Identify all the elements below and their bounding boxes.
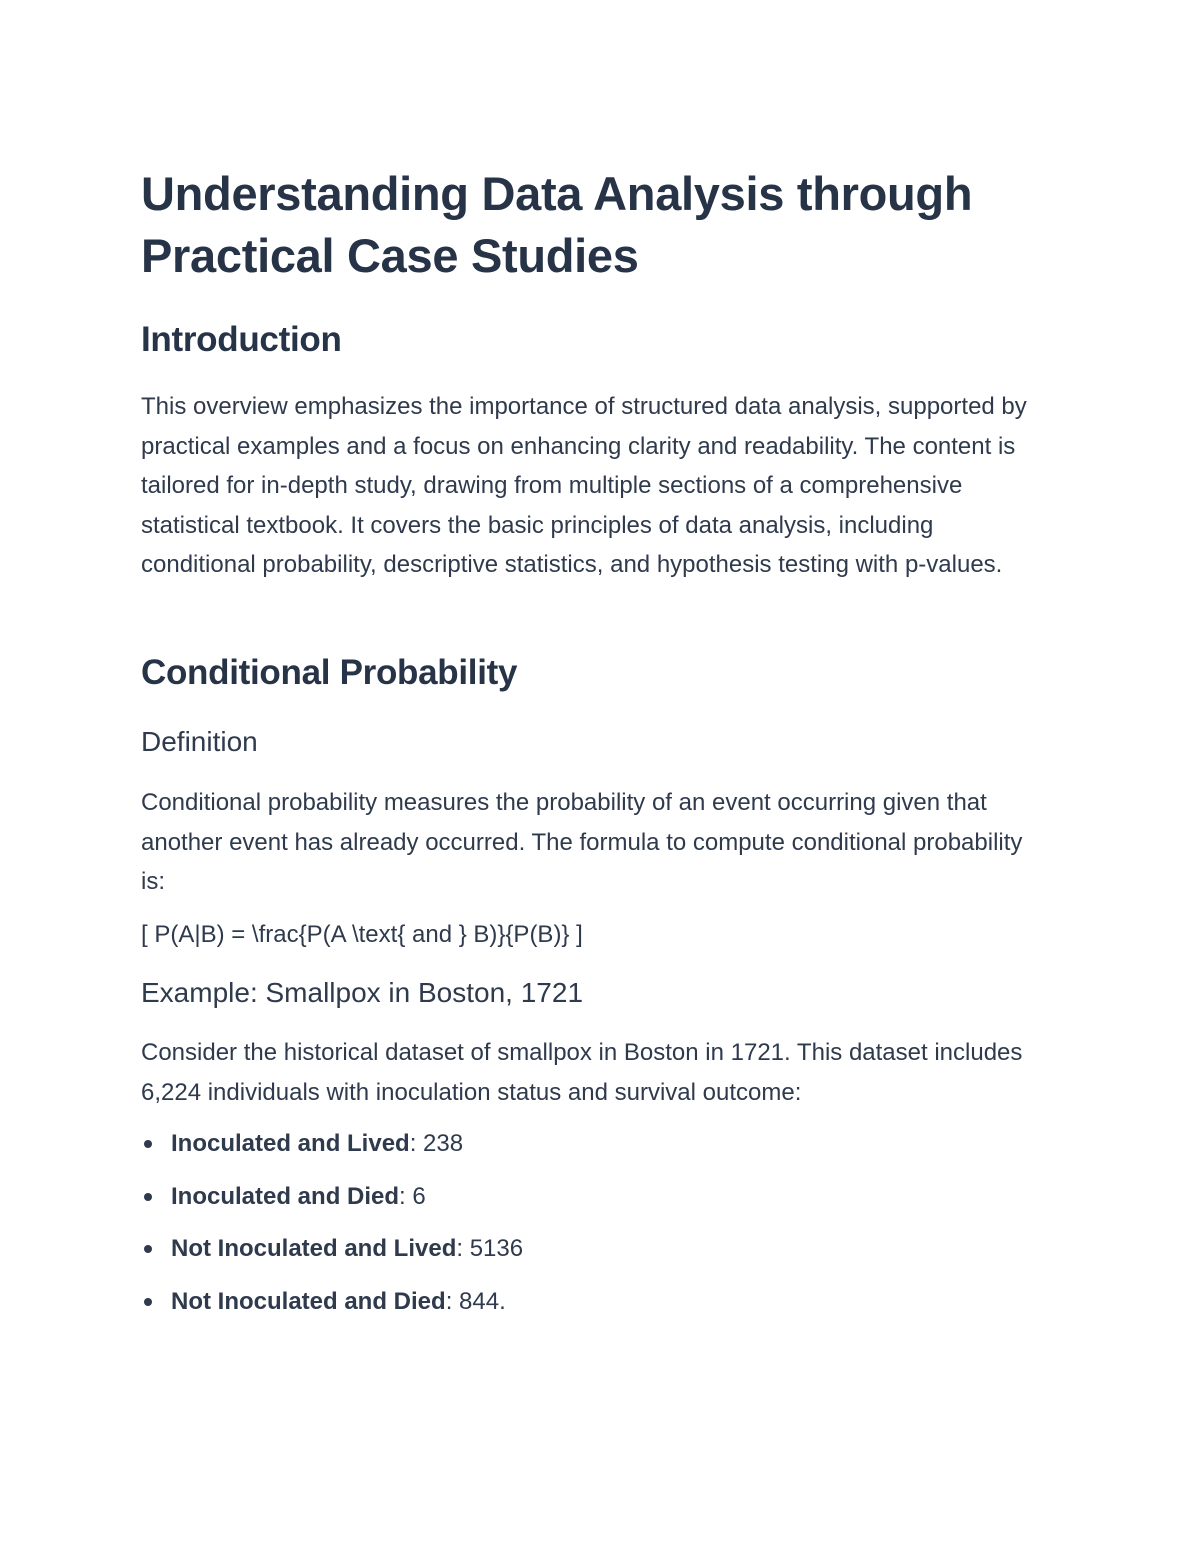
bullet-icon (144, 1140, 152, 1148)
example-heading: Example: Smallpox in Boston, 1721 (141, 977, 584, 1008)
bullet-icon (144, 1193, 152, 1201)
introduction-heading: Introduction (141, 320, 342, 359)
list-item-label: Not Inoculated and Died (171, 1288, 446, 1316)
document-title: Understanding Data Analysis through Practical Case Studies (141, 167, 973, 282)
definition-heading: Definition (141, 726, 258, 757)
introduction-paragraph: This overview emphasizes the importance of structured data analysis, supported by practical examples and a focus on enhancing clarity and readability. The content is tailored for in-depth study, drawing from multiple sections of a comprehensive statistical textbook. It covers the basic principles of data analysis, including conditional probability, descriptive statistics, and hypothesis testing with p-values. (141, 393, 1027, 579)
list-item-value: : 844. (445, 1288, 506, 1316)
list-item (141, 1177, 523, 1230)
list-item-label: Inoculated and Lived (171, 1130, 410, 1157)
list-item (141, 1124, 523, 1177)
list-item-value: : 5136 (456, 1235, 524, 1263)
list-item-value: : 238 (409, 1130, 464, 1157)
list-item (141, 1229, 523, 1282)
list-item (141, 1282, 523, 1335)
smallpox-data-list (141, 1124, 523, 1335)
bullet-icon (144, 1298, 152, 1306)
list-item-label: Inoculated and Died (171, 1182, 400, 1210)
conditional-probability-formula: [ P(A|B) = \frac{P(A \text{ and } B)}{P(B)} ] (141, 921, 583, 948)
definition-paragraph: Conditional probability measures the probability of an event occurring given that another event has already occurred. The formula to compute conditional probability is: (141, 789, 1023, 896)
list-item-value: : 6 (399, 1182, 426, 1210)
list-item-label: Not Inoculated and Lived (171, 1235, 457, 1263)
conditional-probability-heading: Conditional Probability (141, 653, 518, 692)
bullet-icon (144, 1245, 152, 1253)
example-paragraph: Consider the historical dataset of smallpox in Boston in 1721. This dataset includes 6,224 individuals with inoculation status and survival outcome: (141, 1039, 1023, 1106)
